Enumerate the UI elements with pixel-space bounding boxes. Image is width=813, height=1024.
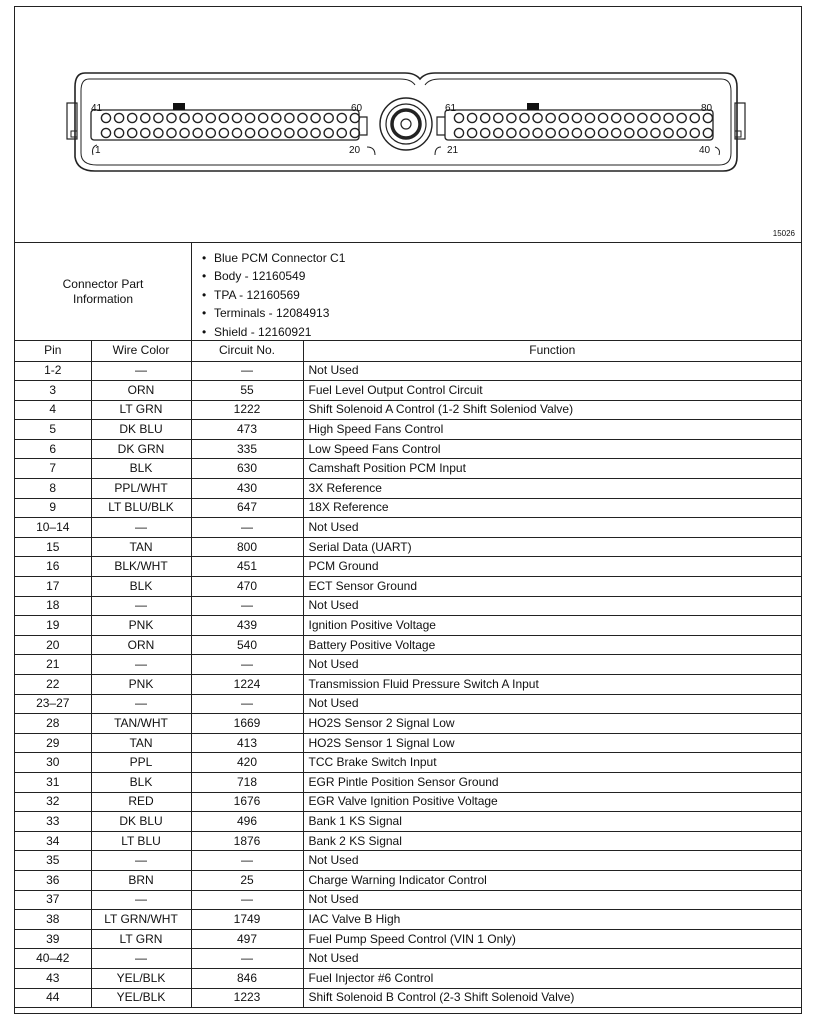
cell-function: ECT Sensor Ground xyxy=(303,577,801,597)
table-row xyxy=(15,459,801,479)
cell-pin: 38 xyxy=(15,910,91,930)
table-row xyxy=(15,733,801,753)
cell-pin: 22 xyxy=(15,675,91,695)
table-row xyxy=(15,439,801,459)
pin-cavity xyxy=(690,113,699,122)
table-row xyxy=(15,870,801,890)
pin-cavity xyxy=(115,113,124,122)
pin-cavity xyxy=(167,128,176,137)
pin-cavity xyxy=(559,128,568,137)
cell-wire-color: — xyxy=(91,694,191,714)
table-row xyxy=(15,675,801,695)
cell-function: EGR Pintle Position Sensor Ground xyxy=(303,772,801,792)
pin-cavity xyxy=(533,128,542,137)
cell-circuit-no: — xyxy=(191,518,303,538)
cell-pin: 28 xyxy=(15,714,91,734)
cell-pin: 5 xyxy=(15,420,91,440)
pin-cavity xyxy=(651,128,660,137)
pin-cavity xyxy=(703,128,712,137)
cell-function: Charge Warning Indicator Control xyxy=(303,870,801,890)
table-row xyxy=(15,518,801,538)
pin-cavity xyxy=(520,128,529,137)
pin-cavity xyxy=(259,128,268,137)
cell-function: Not Used xyxy=(303,655,801,675)
cell-function: Not Used xyxy=(303,596,801,616)
cell-function: Fuel Level Output Control Circuit xyxy=(303,381,801,401)
pin-cavity xyxy=(115,128,124,137)
key-mark-left xyxy=(173,103,185,110)
connector-diagram xyxy=(15,7,801,243)
cell-wire-color: LT GRN xyxy=(91,400,191,420)
cell-function: Not Used xyxy=(303,518,801,538)
key-mark-right xyxy=(527,103,539,110)
cell-circuit-no: 1749 xyxy=(191,910,303,930)
cell-circuit-no: — xyxy=(191,851,303,871)
cell-pin: 21 xyxy=(15,655,91,675)
table-row xyxy=(15,420,801,440)
pin-cavity xyxy=(481,128,490,137)
table-row xyxy=(15,753,801,773)
table-header-row xyxy=(15,341,801,361)
cell-function: Not Used xyxy=(303,361,801,381)
pin-cavity xyxy=(219,128,228,137)
pin-cavity xyxy=(193,128,202,137)
cell-function: TCC Brake Switch Input xyxy=(303,753,801,773)
cell-wire-color: DK GRN xyxy=(91,439,191,459)
pin-cavity xyxy=(468,128,477,137)
cell-circuit-no: 1222 xyxy=(191,400,303,420)
cell-circuit-no: 1669 xyxy=(191,714,303,734)
cell-function: IAC Valve B High xyxy=(303,910,801,930)
pin-cavity xyxy=(533,113,542,122)
pin-cavity xyxy=(193,113,202,122)
cell-circuit-no: 420 xyxy=(191,753,303,773)
cell-circuit-no: 473 xyxy=(191,420,303,440)
pin-cavity xyxy=(494,128,503,137)
pin-cavity xyxy=(572,128,581,137)
cell-pin: 33 xyxy=(15,812,91,832)
pin-cavity xyxy=(638,113,647,122)
cell-circuit-no: 1224 xyxy=(191,675,303,695)
pin-cavity xyxy=(259,113,268,122)
pin-cavity xyxy=(651,113,660,122)
table-row xyxy=(15,498,801,518)
pin-cavity xyxy=(638,128,647,137)
cell-circuit-no: 647 xyxy=(191,498,303,518)
cell-function: Bank 1 KS Signal xyxy=(303,812,801,832)
cell-function: 3X Reference xyxy=(303,479,801,499)
cell-circuit-no: — xyxy=(191,949,303,969)
pin-label-40: 40 xyxy=(699,145,711,156)
cell-wire-color: DK BLU xyxy=(91,812,191,832)
cell-pin: 35 xyxy=(15,851,91,871)
connector-info-item: • TPA - 12160569 xyxy=(202,286,345,304)
table-row xyxy=(15,929,801,949)
cell-circuit-no: — xyxy=(191,361,303,381)
table-row xyxy=(15,772,801,792)
pin-label-20: 20 xyxy=(349,145,361,156)
cell-function: Not Used xyxy=(303,694,801,714)
cell-circuit-no: 1676 xyxy=(191,792,303,812)
pin-cavity xyxy=(599,128,608,137)
cell-function: EGR Valve Ignition Positive Voltage xyxy=(303,792,801,812)
pin-cavity xyxy=(454,128,463,137)
table-row xyxy=(15,890,801,910)
pin-cavity xyxy=(141,113,150,122)
pin-cavity xyxy=(337,128,346,137)
table-row xyxy=(15,596,801,616)
pinout-table xyxy=(15,341,801,1008)
cell-pin: 36 xyxy=(15,870,91,890)
pin-cavity xyxy=(311,113,320,122)
table-row xyxy=(15,655,801,675)
cell-wire-color: LT GRN xyxy=(91,929,191,949)
pin-cavity xyxy=(128,113,137,122)
cell-circuit-no: 846 xyxy=(191,968,303,988)
cell-circuit-no: — xyxy=(191,596,303,616)
cell-circuit-no: 497 xyxy=(191,929,303,949)
table-row xyxy=(15,910,801,930)
cell-pin: 16 xyxy=(15,557,91,577)
cell-function: Not Used xyxy=(303,851,801,871)
table-row xyxy=(15,381,801,401)
cell-circuit-no: 439 xyxy=(191,616,303,636)
cell-function: Shift Solenoid A Control (1-2 Shift Soleniod Valve) xyxy=(303,400,801,420)
cell-function: Not Used xyxy=(303,890,801,910)
pin-cavity xyxy=(454,113,463,122)
cell-circuit-no: 1223 xyxy=(191,988,303,1008)
connector-part-info-label: Connector Part Information xyxy=(15,243,192,341)
cell-pin: 6 xyxy=(15,439,91,459)
pin-cavity xyxy=(350,128,359,137)
cell-pin: 4 xyxy=(15,400,91,420)
pin-cavity xyxy=(677,113,686,122)
cell-pin: 15 xyxy=(15,537,91,557)
cell-pin: 32 xyxy=(15,792,91,812)
cell-circuit-no: 470 xyxy=(191,577,303,597)
cell-wire-color: — xyxy=(91,890,191,910)
cell-circuit-no: 1876 xyxy=(191,831,303,851)
cell-function: Bank 2 KS Signal xyxy=(303,831,801,851)
cell-wire-color: — xyxy=(91,596,191,616)
pin-cavity xyxy=(337,113,346,122)
cell-circuit-no: 25 xyxy=(191,870,303,890)
pin-cavity xyxy=(664,113,673,122)
cell-wire-color: — xyxy=(91,949,191,969)
table-row xyxy=(15,968,801,988)
cell-wire-color: YEL/BLK xyxy=(91,988,191,1008)
cell-function: Battery Positive Voltage xyxy=(303,635,801,655)
table-row xyxy=(15,616,801,636)
cell-circuit-no: — xyxy=(191,694,303,714)
cell-wire-color: LT GRN/WHT xyxy=(91,910,191,930)
pin-cavity xyxy=(468,113,477,122)
cell-wire-color: BRN xyxy=(91,870,191,890)
pin-cavity xyxy=(494,113,503,122)
pin-cavity xyxy=(298,113,307,122)
pin-cavity xyxy=(612,113,621,122)
pin-cavity xyxy=(232,128,241,137)
cell-wire-color: BLK xyxy=(91,772,191,792)
cell-pin: 43 xyxy=(15,968,91,988)
table-row xyxy=(15,361,801,381)
pin-cavity xyxy=(206,113,215,122)
pin-label-21: 21 xyxy=(447,145,459,156)
pin-cavity xyxy=(507,113,516,122)
header-pin: Pin xyxy=(15,341,91,361)
connector-figure xyxy=(15,7,801,243)
cell-wire-color: PPL/WHT xyxy=(91,479,191,499)
cell-pin: 19 xyxy=(15,616,91,636)
connector-part-info xyxy=(15,243,801,341)
cell-wire-color: RED xyxy=(91,792,191,812)
cell-pin: 7 xyxy=(15,459,91,479)
cell-function: 18X Reference xyxy=(303,498,801,518)
cell-circuit-no: 718 xyxy=(191,772,303,792)
pin-cavity xyxy=(690,128,699,137)
pin-cavity xyxy=(559,113,568,122)
cell-pin: 44 xyxy=(15,988,91,1008)
table-row xyxy=(15,949,801,969)
pin-cavity xyxy=(664,128,673,137)
cell-pin: 23–27 xyxy=(15,694,91,714)
cell-pin: 40–42 xyxy=(15,949,91,969)
pin-cavity xyxy=(272,128,281,137)
pin-cavity xyxy=(481,113,490,122)
pin-cavity xyxy=(154,113,163,122)
cell-wire-color: DK BLU xyxy=(91,420,191,440)
cell-wire-color: PNK xyxy=(91,616,191,636)
table-row xyxy=(15,557,801,577)
pin-cavity xyxy=(625,128,634,137)
pin-cavity xyxy=(101,113,110,122)
cell-wire-color: TAN xyxy=(91,733,191,753)
table-row xyxy=(15,635,801,655)
pin-cavity xyxy=(154,128,163,137)
cell-pin: 10–14 xyxy=(15,518,91,538)
cell-circuit-no: 630 xyxy=(191,459,303,479)
table-row xyxy=(15,577,801,597)
connector-part-info-list xyxy=(202,249,345,341)
cell-wire-color: TAN xyxy=(91,537,191,557)
cell-function: Serial Data (UART) xyxy=(303,537,801,557)
cell-circuit-no: 335 xyxy=(191,439,303,459)
pin-cavity xyxy=(219,113,228,122)
pin-cavity xyxy=(180,128,189,137)
cell-wire-color: BLK xyxy=(91,577,191,597)
pin-cavity xyxy=(324,113,333,122)
cell-pin: 31 xyxy=(15,772,91,792)
pin-cavity xyxy=(599,113,608,122)
pin-cavity xyxy=(585,113,594,122)
cell-wire-color: — xyxy=(91,655,191,675)
cell-wire-color: PNK xyxy=(91,675,191,695)
cell-function: Fuel Pump Speed Control (VIN 1 Only) xyxy=(303,929,801,949)
cell-circuit-no: 540 xyxy=(191,635,303,655)
cell-wire-color: — xyxy=(91,518,191,538)
pin-label-61: 61 xyxy=(445,103,457,114)
cell-circuit-no: — xyxy=(191,655,303,675)
pin-cavity xyxy=(285,113,294,122)
pin-cavity xyxy=(546,113,555,122)
table-row xyxy=(15,537,801,557)
pin-cavity xyxy=(585,128,594,137)
connector-info-item: • Blue PCM Connector C1 xyxy=(202,249,345,267)
cell-circuit-no: 451 xyxy=(191,557,303,577)
table-row xyxy=(15,812,801,832)
cell-pin: 37 xyxy=(15,890,91,910)
cell-pin: 20 xyxy=(15,635,91,655)
figure-number: 15026 xyxy=(772,229,795,238)
cell-function: Fuel Injector #6 Control xyxy=(303,968,801,988)
header-wire-color: Wire Color xyxy=(91,341,191,361)
cell-function: High Speed Fans Control xyxy=(303,420,801,440)
table-row xyxy=(15,694,801,714)
pin-cavity xyxy=(206,128,215,137)
table-row xyxy=(15,479,801,499)
cell-pin: 18 xyxy=(15,596,91,616)
cell-pin: 3 xyxy=(15,381,91,401)
cell-pin: 8 xyxy=(15,479,91,499)
cell-wire-color: PPL xyxy=(91,753,191,773)
cell-circuit-no: 55 xyxy=(191,381,303,401)
connector-info-item: • Body - 12160549 xyxy=(202,267,345,285)
pin-cavity xyxy=(350,113,359,122)
cell-pin: 30 xyxy=(15,753,91,773)
cell-pin: 17 xyxy=(15,577,91,597)
pin-cavity xyxy=(677,128,686,137)
cell-function: HO2S Sensor 1 Signal Low xyxy=(303,733,801,753)
pin-label-60: 60 xyxy=(351,103,363,114)
cell-pin: 34 xyxy=(15,831,91,851)
cell-function: Transmission Fluid Pressure Switch A Input xyxy=(303,675,801,695)
cell-pin: 9 xyxy=(15,498,91,518)
cell-wire-color: LT BLU xyxy=(91,831,191,851)
table-row xyxy=(15,714,801,734)
pin-cavity xyxy=(180,113,189,122)
cell-function: Not Used xyxy=(303,949,801,969)
connector-info-item: • Shield - 12160921 xyxy=(202,323,345,341)
cell-circuit-no: 496 xyxy=(191,812,303,832)
table-row xyxy=(15,851,801,871)
table-row xyxy=(15,792,801,812)
cell-pin: 1-2 xyxy=(15,361,91,381)
pin-cavity xyxy=(324,128,333,137)
pin-cavity xyxy=(285,128,294,137)
pin-label-80: 80 xyxy=(701,103,713,114)
table-row xyxy=(15,831,801,851)
pin-cavity xyxy=(272,113,281,122)
pin-cavity xyxy=(298,128,307,137)
pin-cavity xyxy=(128,128,137,137)
cell-pin: 39 xyxy=(15,929,91,949)
pin-cavity xyxy=(246,128,255,137)
pin-cavity xyxy=(311,128,320,137)
pin-cavity xyxy=(246,113,255,122)
cell-wire-color: ORN xyxy=(91,635,191,655)
cell-function: Camshaft Position PCM Input xyxy=(303,459,801,479)
cell-wire-color: BLK xyxy=(91,459,191,479)
pin-cavity xyxy=(703,113,712,122)
pin-cavity xyxy=(625,113,634,122)
cell-wire-color: BLK/WHT xyxy=(91,557,191,577)
header-function: Function xyxy=(303,341,801,361)
pinout-table-body xyxy=(15,361,801,1008)
cell-function: Ignition Positive Voltage xyxy=(303,616,801,636)
pin-cavity xyxy=(572,113,581,122)
cell-wire-color: — xyxy=(91,361,191,381)
pin-label-41: 41 xyxy=(91,103,103,114)
cell-circuit-no: — xyxy=(191,890,303,910)
cell-function: Low Speed Fans Control xyxy=(303,439,801,459)
pin-label-1: 1 xyxy=(95,145,101,156)
cell-function: PCM Ground xyxy=(303,557,801,577)
connector-info-item: • Terminals - 12084913 xyxy=(202,304,345,322)
pin-cavity xyxy=(101,128,110,137)
cell-wire-color: TAN/WHT xyxy=(91,714,191,734)
pin-cavity xyxy=(546,128,555,137)
cell-circuit-no: 800 xyxy=(191,537,303,557)
pin-cavity xyxy=(167,113,176,122)
header-circuit-no: Circuit No. xyxy=(191,341,303,361)
connector-document xyxy=(14,6,802,1014)
pin-cavity xyxy=(141,128,150,137)
cell-wire-color: — xyxy=(91,851,191,871)
cell-wire-color: LT BLU/BLK xyxy=(91,498,191,518)
table-row xyxy=(15,988,801,1008)
pin-cavity xyxy=(520,113,529,122)
pin-cavity xyxy=(232,113,241,122)
cell-pin: 29 xyxy=(15,733,91,753)
table-row xyxy=(15,400,801,420)
cell-circuit-no: 413 xyxy=(191,733,303,753)
cell-wire-color: ORN xyxy=(91,381,191,401)
pin-cavity xyxy=(612,128,621,137)
cell-circuit-no: 430 xyxy=(191,479,303,499)
cell-function: Shift Solenoid B Control (2-3 Shift Solenoid Valve) xyxy=(303,988,801,1008)
cell-wire-color: YEL/BLK xyxy=(91,968,191,988)
pin-cavity xyxy=(507,128,516,137)
cell-function: HO2S Sensor 2 Signal Low xyxy=(303,714,801,734)
